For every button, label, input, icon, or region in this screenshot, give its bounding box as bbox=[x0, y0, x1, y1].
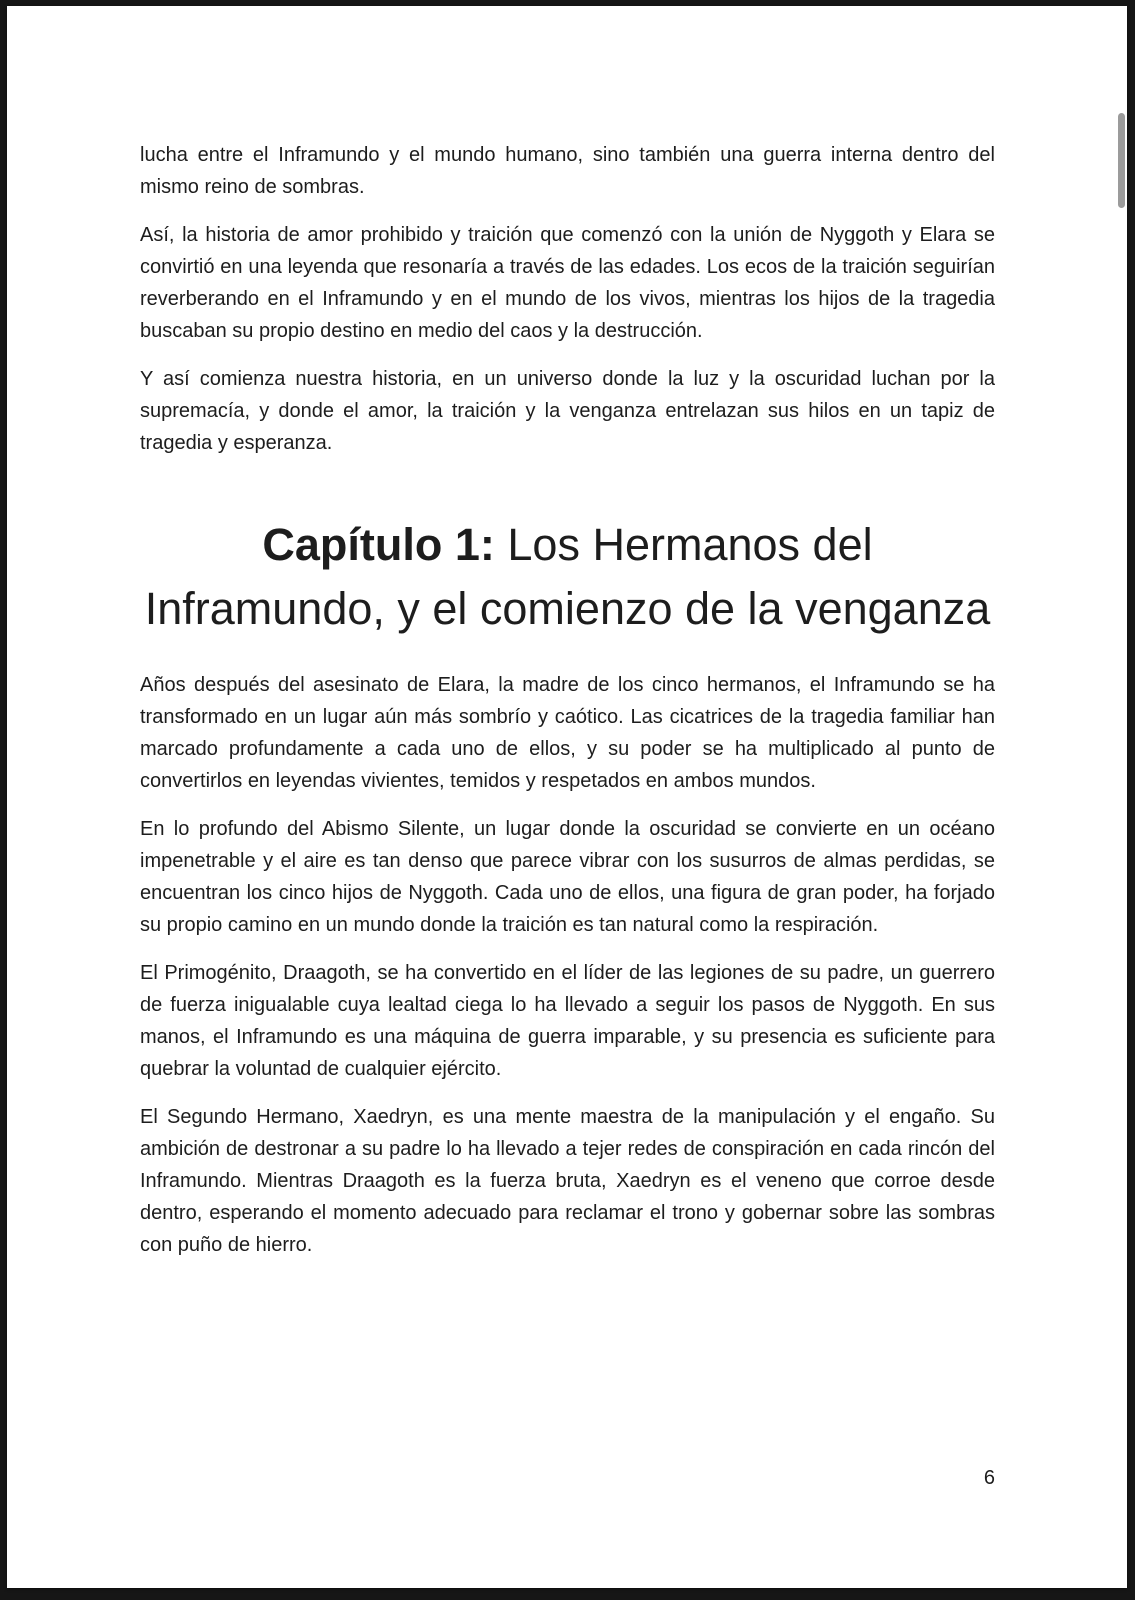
paragraph: Así, la historia de amor prohibido y traición que comenzó con la unión de Nyggoth y Elara se convirtió en una leyenda que resonaría a través de las edades. Los ecos de la traición seguirían reverberando en el Inframundo y en el mundo de los vivos, mientras los hijos de la tragedia buscaban su propio destino en medio del caos y la destrucción. bbox=[140, 224, 995, 342]
chapter-heading bbox=[140, 513, 995, 641]
paragraph: Años después del asesinato de Elara, la madre de los cinco hermanos, el Inframundo se ha transformado en un lugar aún más sombrío y caótico. Las cicatrices de la tragedia familiar han marcado profundamente a cada uno de ellos, y su poder se ha multiplicado al punto de convertirlos en leyendas vivientes, temidos y respetados en ambos mundos. bbox=[140, 674, 995, 792]
paragraph: lucha entre el Inframundo y el mundo humano, sino también una guerra interna dentro del mismo reino de sombras. bbox=[140, 144, 995, 198]
paragraph: Y así comienza nuestra historia, en un universo donde la luz y la oscuridad luchan por la supremacía, y donde el amor, la traición y la venganza entrelazan sus hilos en un tapiz de tragedia y esperanza. bbox=[140, 368, 995, 454]
paragraph: En lo profundo del Abismo Silente, un lugar donde la oscuridad se convierte en un océano impenetrable y el aire es tan denso que parece vibrar con los susurros de almas perdidas, se encuentran los cinco hijos de Nyggoth. Cada uno de ellos, una figura de gran poder, ha forjado su propio camino en un mundo donde la traición es tan natural como la respiración. bbox=[140, 818, 995, 936]
chapter-heading-title: Los Hermanos del Inframundo, y el comienzo de la venganza bbox=[144, 519, 991, 634]
page-content bbox=[7, 6, 1127, 1261]
scrollbar-thumb[interactable] bbox=[1118, 113, 1125, 208]
paragraph: El Primogénito, Draagoth, se ha convertido en el líder de las legiones de su padre, un guerrero de fuerza inigualable cuya lealtad ciega lo ha llevado a seguir los pasos de Nyggoth. En sus manos, el Inframundo es una máquina de guerra imparable, y su presencia es suficiente para quebrar la voluntad de cualquier ejército. bbox=[140, 962, 995, 1080]
page-number: 6 bbox=[983, 1467, 995, 1489]
chapter-heading-number: Capítulo 1: bbox=[262, 519, 495, 570]
document-page bbox=[7, 6, 1127, 1588]
paragraph: El Segundo Hermano, Xaedryn, es una mente maestra de la manipulación y el engaño. Su ambición de destronar a su padre lo ha llevado a tejer redes de conspiración en cada rincón del Inframundo. Mientras Draagoth es la fuerza bruta, Xaedryn es el veneno que corroe desde dentro, esperando el momento adecuado para reclamar el trono y gobernar sobre las sombras con puño de hierro. bbox=[140, 1106, 995, 1256]
